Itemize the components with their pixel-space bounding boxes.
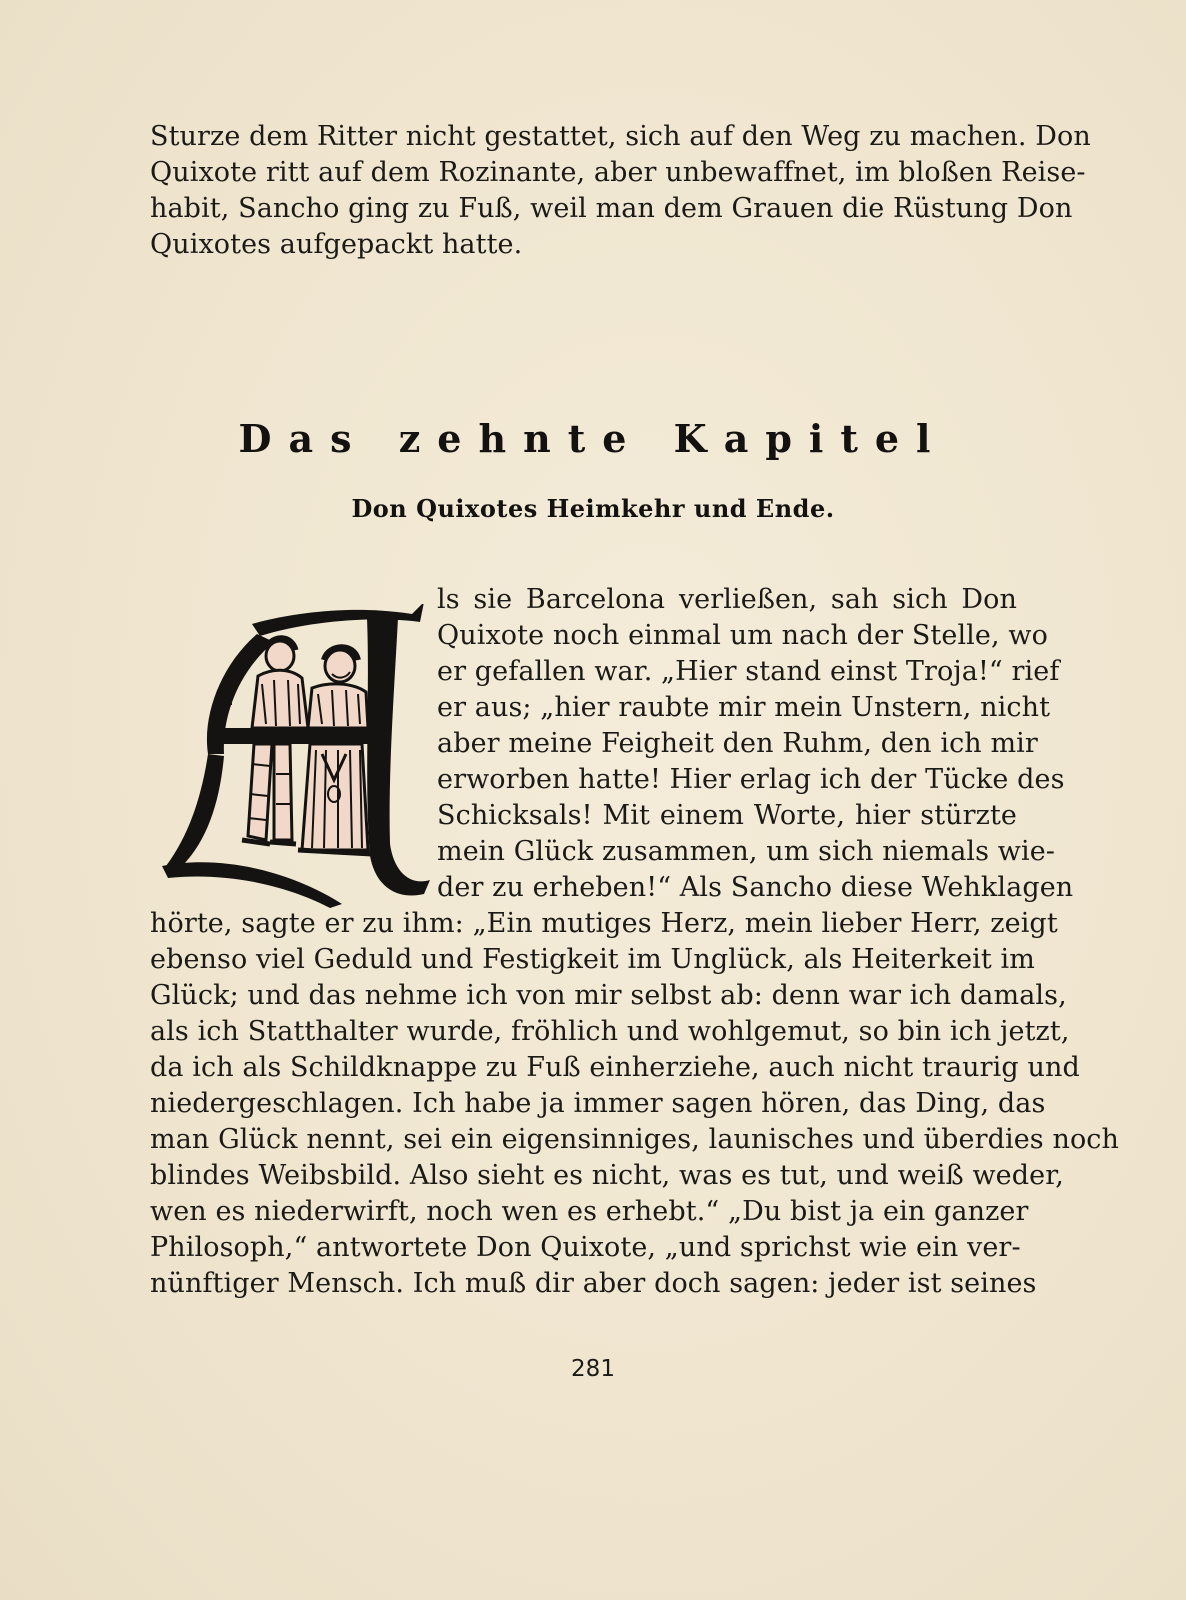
text-line: nünftiger Mensch. Ich muß dir aber doch sagen: jeder ist seines <box>150 1268 1037 1299</box>
text-line: niedergeschlagen. Ich habe ja immer sagen hören, das Ding, das <box>150 1088 1046 1119</box>
text-line: der zu erheben!“ Als Sancho diese Wehklagen <box>437 872 1074 903</box>
text-line: er gefallen war. „Hier stand einst Troja!“ rief <box>437 656 1060 687</box>
text-line: ebenso viel Geduld und Festigkeit im Unglück, als Heiterkeit im <box>150 944 1035 975</box>
text-line: Sturze dem Ritter nicht gestattet, sich auf den Weg zu machen. Don <box>150 121 1091 152</box>
text-line: man Glück nennt, sei ein eigensinniges, launisches und überdies noch <box>150 1124 1120 1155</box>
text-line: aber meine Feigheit den Ruhm, den ich mir <box>437 728 1038 759</box>
chapter-title: Das zehnte Kapitel <box>238 416 948 461</box>
text-line: Schicksals! Mit einem Worte, hier stürzte <box>437 800 1017 831</box>
illustrated-initial-a-with-two-figures <box>162 604 434 908</box>
chapter-subtitle: Don Quixotes Heimkehr und Ende. <box>351 494 835 523</box>
text-line: Philosoph,“ antwortete Don Quixote, „und sprichst wie ein ver- <box>150 1232 1021 1263</box>
text-line: mein Glück zusammen, um sich niemals wie- <box>437 836 1056 867</box>
text-line: wen es niederwirft, noch wen es erhebt.“ „Du bist ja ein ganzer <box>150 1196 1029 1227</box>
text-line: als ich Statthalter wurde, fröhlich und wohlgemut, so bin ich jetzt, <box>150 1016 1070 1047</box>
text-line: ls sie Barcelona verließen, sah sich Don <box>437 584 1017 615</box>
text-line: Quixotes aufgepackt hatte. <box>150 229 523 260</box>
text-line: da ich als Schildknappe zu Fuß einherziehe, auch nicht traurig und <box>150 1052 1080 1083</box>
text-line: Quixote ritt auf dem Rozinante, aber unbewaffnet, im bloßen Reise- <box>150 157 1086 188</box>
page-number: 281 <box>571 1356 615 1382</box>
text-line: Glück; und das nehme ich von mir selbst ab: denn war ich damals, <box>150 980 1067 1011</box>
text-line: er aus; „hier raubte mir mein Unstern, nicht <box>437 692 1051 723</box>
figure-right-icon <box>298 647 372 854</box>
text-line: hörte, sagte er zu ihm: „Ein mutiges Herz, mein lieber Herr, zeigt <box>150 908 1058 939</box>
text-line: habit, Sancho ging zu Fuß, weil man dem Grauen die Rüstung Don <box>150 193 1073 224</box>
text-line: blindes Weibsbild. Also sieht es nicht, was es tut, und weiß weder, <box>150 1160 1064 1191</box>
text-line: erworben hatte! Hier erlag ich der Tücke des <box>437 764 1065 795</box>
text-line: Quixote noch einmal um nach der Stelle, wo <box>437 620 1048 651</box>
